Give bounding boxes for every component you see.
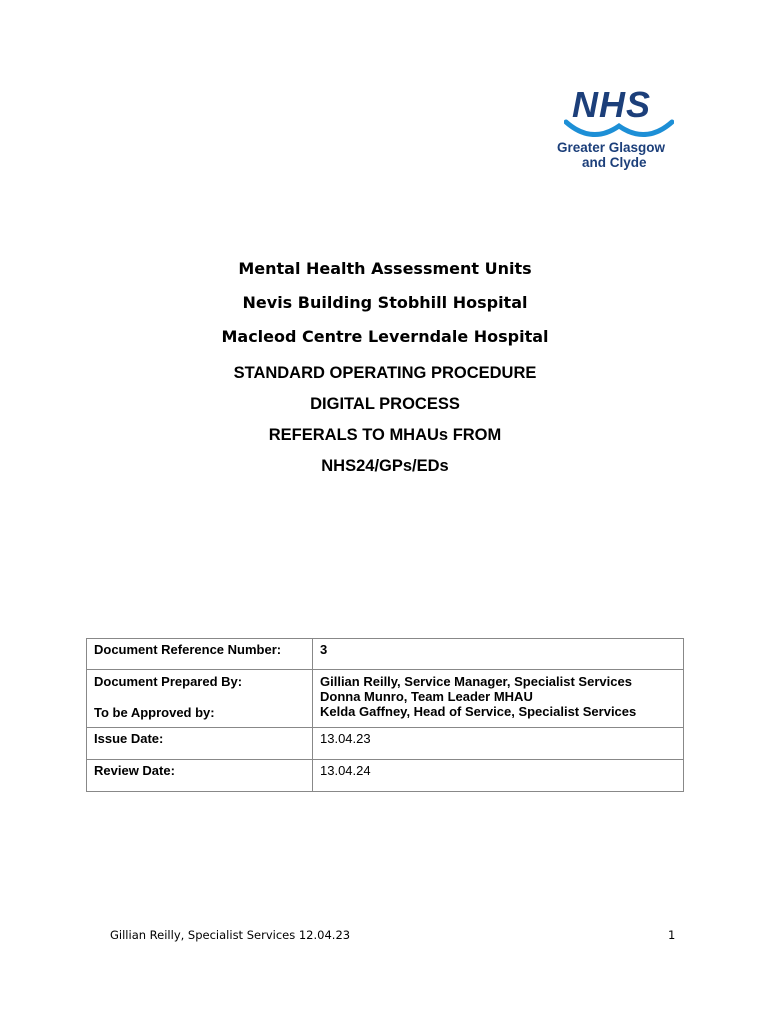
- title-line7: NHS24/GPs/EDs: [321, 457, 449, 475]
- ref-label: Document Reference Number:: [87, 639, 313, 670]
- approved-value: Kelda Gaffney, Head of Service, Specialist Services: [320, 704, 637, 719]
- nhs-logo: [556, 86, 680, 172]
- issue-label: Issue Date:: [87, 728, 313, 760]
- prepared-value-1: Gillian Reilly, Service Manager, Specialist Services: [320, 674, 632, 689]
- title-line6: REFERALS TO MHAUs FROM: [268, 426, 502, 444]
- title-line2: Nevis Building Stobhill Hospital: [242, 293, 528, 312]
- prepared-approved-values: [313, 670, 684, 728]
- title-line3: Macleod Centre Leverndale Hospital: [221, 327, 549, 346]
- logo-line2: and Clyde: [582, 155, 647, 170]
- table-row: [87, 760, 684, 792]
- title-line1: Mental Health Assessment Units: [238, 259, 532, 278]
- prepared-approved-labels: [87, 670, 313, 728]
- logo-line1: Greater Glasgow: [557, 140, 666, 155]
- table-row: [87, 639, 684, 670]
- ref-value: 3: [313, 639, 684, 670]
- document-info-table: [86, 638, 684, 792]
- review-label: Review Date:: [87, 760, 313, 792]
- wave-icon: [564, 116, 674, 138]
- prepared-label: Document Prepared By:: [94, 674, 243, 689]
- logo-brand: NHS: [572, 84, 652, 125]
- approved-label: To be Approved by:: [94, 705, 215, 720]
- issue-value: 13.04.23: [313, 728, 684, 760]
- table-row: [87, 728, 684, 760]
- page-number: 1: [668, 928, 676, 942]
- title-block: [0, 256, 770, 482]
- table-row: [87, 670, 684, 728]
- title-line4: STANDARD OPERATING PROCEDURE: [233, 364, 537, 382]
- title-line5: DIGITAL PROCESS: [310, 395, 460, 413]
- review-value: 13.04.24: [313, 760, 684, 792]
- prepared-value-2: Donna Munro, Team Leader MHAU: [320, 689, 533, 704]
- footer-author: Gillian Reilly, Specialist Services 12.04.23: [110, 928, 351, 942]
